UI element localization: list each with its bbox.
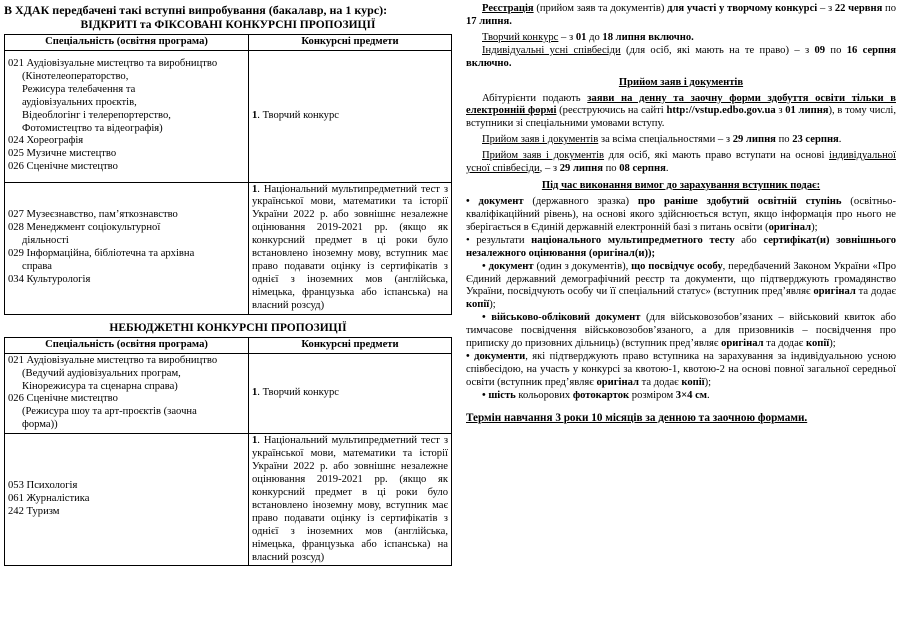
subjects-cell bbox=[249, 182, 452, 314]
text-span: • документи bbox=[466, 351, 526, 363]
specialty-line: (Ведучий аудіовізуальних програм, bbox=[22, 367, 181, 379]
specialty-line: 053 Психологія bbox=[8, 480, 78, 492]
edbo-link[interactable]: http://vstup.edbo.gov.ua bbox=[666, 105, 776, 117]
requirements-heading: Під час виконання вимог до зарахування вступник подає: bbox=[541, 180, 821, 192]
text-span: та додає bbox=[638, 376, 682, 388]
text-span: . bbox=[838, 134, 842, 146]
specialty-cell bbox=[5, 353, 249, 434]
right-column bbox=[466, 3, 896, 425]
col-header-subjects: Конкурсні предмети bbox=[249, 34, 452, 50]
text-span: по bbox=[825, 44, 847, 56]
text-span: (державного зразка) bbox=[523, 195, 638, 207]
text-span: • шість bbox=[482, 389, 516, 401]
interview-applicants-paragraph bbox=[466, 150, 896, 176]
date-span: 22 червня bbox=[834, 3, 883, 14]
table-row bbox=[5, 182, 452, 314]
date-span: 08 серпня bbox=[619, 163, 666, 175]
open-offers-table bbox=[4, 34, 452, 315]
col-header-subjects: Конкурсні предмети bbox=[249, 337, 452, 353]
subject-text: . Національний мультипредметний тест з української мови, математики та історії України 2022 р. або зовнішнє незалежне оцінювання 2019-2021 рр. (якщо як конкурсний предмет в ці роки було встановлено іноземну мову, вступник має право подавати оцінку із сертифікатів з однієї з іноземних мов (англійська, німецька, французька або іспанська) на власний розсуд) bbox=[252, 183, 448, 311]
text-span: Прийом заяв і документів bbox=[482, 150, 605, 162]
list-item bbox=[466, 351, 896, 390]
specialty-line: 021 Аудіовізуальне мистецтво та виробництво bbox=[8, 354, 218, 366]
text-span: оригінал bbox=[768, 221, 812, 233]
text-span: – з bbox=[817, 3, 835, 14]
text-span: . bbox=[665, 163, 669, 175]
creative-contest-label: Творчий конкурс bbox=[482, 31, 559, 43]
date-span: 17 липня. bbox=[466, 15, 512, 27]
text-span: копії bbox=[681, 376, 705, 388]
text-span: оригінал bbox=[813, 286, 856, 298]
text-span: ); bbox=[489, 299, 496, 311]
subject-text: . Творчий конкурс bbox=[257, 387, 339, 399]
text-span: з bbox=[775, 105, 786, 117]
specialty-list bbox=[8, 209, 245, 287]
col-header-specialty: Спеціальність (освітня програма) bbox=[5, 337, 249, 353]
date-span: 16 серпня включно. bbox=[466, 44, 896, 69]
subject-number: 1 bbox=[252, 435, 258, 447]
text-span: • документ bbox=[466, 195, 524, 207]
study-term: Термін навчання 3 роки 10 місяців за денною та заочною формами. bbox=[466, 411, 808, 424]
specialty-cell bbox=[5, 434, 249, 566]
text-span: , передбачений Законом України «Про Єдиний державний демографічний реєстр та документи, що підтверджують громадянство України, посвідчують особу чи її спеціальний статус» (вступник пред’являє bbox=[466, 260, 896, 298]
text-span: індивідуальної усної співбесіди bbox=[466, 150, 896, 175]
registration-paragraph bbox=[466, 3, 896, 29]
text-span: (для осіб, які мають на те право) – з bbox=[620, 44, 815, 56]
specialty-line: 029 Інформаційна, бібліотечна та архівна bbox=[8, 248, 195, 260]
date-span: 01 липня bbox=[785, 105, 829, 117]
text-span: , які підтверджують право вступника на зарахування за індивідуальною усною співбесідою, на участь у конкурсі за квотою-1, квотою-2 на основі повної загальної середньої освіти (вступник пред’являє bbox=[466, 351, 896, 388]
subject-number: 1 bbox=[252, 183, 258, 195]
specialty-line: (Режисура шоу та арт-проєктів (заочна bbox=[22, 406, 197, 418]
creative-contest-paragraph bbox=[466, 32, 896, 45]
subject-text: . Національний мультипредметний тест з української мови, математики та історії України 2022 р. або зовнішнє незалежне оцінювання 2019-2021 рр. (якщо як конкурсний предмет в ці роки було встановлено іноземну мову, вступник має право подавати оцінку із сертифікатів з однієї з іноземних мов (англійська, німецька, французька або іспанська) на власний розсуд) bbox=[252, 435, 448, 563]
text-span: (реєструючись на сайті bbox=[556, 105, 667, 117]
subjects-cell bbox=[249, 434, 452, 566]
open-offers-title: ВІДКРИТІ та ФІКСОВАНІ КОНКУРСНІ ПРОПОЗИЦІЇ bbox=[80, 18, 376, 31]
specialty-line: Кінорежисура та сценарна справа) bbox=[22, 380, 178, 392]
date-span: 01 bbox=[575, 31, 587, 43]
specialty-line: 028 Менеджмент соціокультурної bbox=[8, 222, 161, 234]
text-span: копії bbox=[466, 299, 490, 311]
date-span: 09 bbox=[814, 44, 826, 56]
left-column bbox=[4, 3, 452, 566]
text-span: сертифікат(и) зовнішнього незалежного оцінювання (оригінал(и)); bbox=[466, 234, 897, 259]
date-span: 18 липня включно. bbox=[602, 31, 694, 43]
specialty-list bbox=[8, 355, 245, 433]
specialty-line: Фотомистецтво та відеографія) bbox=[22, 122, 163, 134]
applications-paragraph bbox=[466, 93, 896, 132]
subject-number: 1 bbox=[252, 109, 258, 121]
list-item bbox=[466, 261, 896, 313]
specialty-line: діяльності bbox=[22, 235, 69, 247]
text-span: за всіма спеціальностями – з bbox=[598, 134, 733, 146]
table-row bbox=[5, 353, 452, 434]
specialty-line: 034 Культурологія bbox=[8, 274, 91, 286]
applications-heading: Прийом заяв і документів bbox=[618, 76, 744, 88]
text-span: ); bbox=[829, 338, 836, 350]
date-span: 29 липня bbox=[732, 134, 776, 146]
text-span: копії bbox=[805, 338, 830, 350]
subject-text: . Творчий конкурс bbox=[257, 109, 339, 121]
interview-paragraph bbox=[466, 45, 896, 71]
text-span: для участі у творчому конкурсі bbox=[667, 3, 818, 14]
list-item bbox=[466, 312, 896, 351]
specialty-line: 026 Сценічне мистецтво bbox=[8, 161, 118, 173]
text-span: та додає bbox=[763, 338, 806, 350]
text-span: по bbox=[882, 3, 896, 14]
specialty-line: (Кінотелеоператорство, bbox=[22, 70, 129, 82]
text-span: розміром bbox=[629, 389, 676, 401]
text-span: ); bbox=[704, 376, 712, 388]
text-span: для осіб, які мають право вступати на основі bbox=[604, 150, 829, 162]
specialty-line: 026 Сценічне мистецтво bbox=[8, 393, 118, 405]
paid-offers-table bbox=[4, 337, 452, 567]
specialty-cell bbox=[5, 182, 249, 314]
text-span: що посвідчує особу bbox=[631, 260, 723, 272]
text-span: Абітурієнти подають bbox=[482, 92, 588, 104]
text-span: – з bbox=[558, 31, 576, 43]
specialty-list bbox=[8, 480, 245, 519]
text-span: . bbox=[707, 389, 710, 401]
specialty-line: Режисура телебачення та bbox=[22, 83, 136, 95]
list-item bbox=[466, 390, 896, 403]
text-span: національного мультипредметного тесту bbox=[531, 234, 735, 246]
specialty-line: 061 Журналістика bbox=[8, 493, 90, 505]
text-span: фотокарток bbox=[572, 389, 630, 401]
text-span: Прийом заяв і документів bbox=[482, 134, 599, 146]
all-specialties-paragraph bbox=[466, 134, 896, 147]
specialty-line: форма)) bbox=[22, 419, 58, 431]
table-row bbox=[5, 434, 452, 566]
text-span: • документ bbox=[482, 260, 534, 272]
col-header-specialty: Спеціальність (освітня програма) bbox=[5, 34, 249, 50]
registration-label: Реєстрація bbox=[482, 3, 534, 14]
specialty-line: 021 Аудіовізуальне мистецтво та виробництво bbox=[8, 57, 218, 69]
text-span: ); bbox=[811, 221, 818, 233]
specialty-line: справа bbox=[22, 261, 52, 273]
date-span: 29 липня bbox=[559, 163, 603, 175]
text-span: або bbox=[734, 234, 764, 246]
text-span: оригінал bbox=[721, 338, 764, 350]
text-span: про раніше здобутий освітній ступінь bbox=[637, 195, 842, 207]
date-span: 23 серпня bbox=[792, 134, 839, 146]
text-span: (прийом заяв та документів) bbox=[533, 3, 668, 14]
text-span: заяви на денну та заочну форми здобуття освіти тільки в електронній формі bbox=[466, 92, 896, 117]
text-span: 3×4 см bbox=[675, 389, 707, 401]
specialty-line: 024 Хореографія bbox=[8, 135, 84, 147]
specialty-line: 242 Туризм bbox=[8, 506, 60, 518]
text-span: • результати bbox=[466, 234, 532, 246]
subjects-cell bbox=[249, 50, 452, 182]
interview-label: Індивідуальні усні співбесіди bbox=[482, 44, 621, 56]
specialty-line: аудіовізуальних проєктів, bbox=[22, 96, 137, 108]
subjects-cell bbox=[249, 353, 452, 434]
text-span: • військово-обліковий документ bbox=[482, 312, 641, 324]
text-span: оригінал bbox=[596, 376, 639, 388]
specialty-line: 025 Музичне мистецтво bbox=[8, 148, 117, 160]
subject-number: 1 bbox=[252, 387, 258, 399]
paid-offers-title: НЕБЮДЖЕТНІ КОНКУРСНІ ПРОПОЗИЦІЇ bbox=[109, 321, 347, 334]
text-span: (для військовозобов’язаних – військовий квиток або тимчасове посвідчення військовозобов’язаного, а для призовників – посвідчення про приписку до призовних дільниць) (вступник пред’являє bbox=[466, 312, 896, 350]
specialty-cell bbox=[5, 50, 249, 182]
list-item bbox=[466, 235, 896, 261]
intro-heading: В ХДАК передбачені такі вступні випробування (бакалавр, на 1 курс): bbox=[4, 3, 388, 17]
text-span: та додає bbox=[855, 286, 896, 298]
list-item bbox=[466, 196, 896, 235]
table-row bbox=[5, 50, 452, 182]
text-span: , – з bbox=[539, 163, 560, 175]
specialty-line: 027 Музеєзнавство, пам’яткознавство bbox=[8, 209, 178, 221]
text-span: до bbox=[586, 31, 603, 43]
text-span: кольорових bbox=[515, 389, 573, 401]
text-span: (освітньо-кваліфікаційний рівень), на основі якого здійснюється вступ, якщо інформація про нього не зберігається в Єдиній державній електронній базі з питань освіти ( bbox=[466, 195, 896, 233]
text-span: по bbox=[775, 134, 793, 146]
text-span: ), в тому числі, вступники зі спеціальними умовами вступу. bbox=[466, 105, 896, 130]
specialty-list bbox=[8, 58, 245, 174]
specialty-line: Відеоблогінг і телерепортерство, bbox=[22, 109, 171, 121]
text-span: по bbox=[602, 163, 620, 175]
text-span: (один з документів), bbox=[533, 260, 632, 272]
